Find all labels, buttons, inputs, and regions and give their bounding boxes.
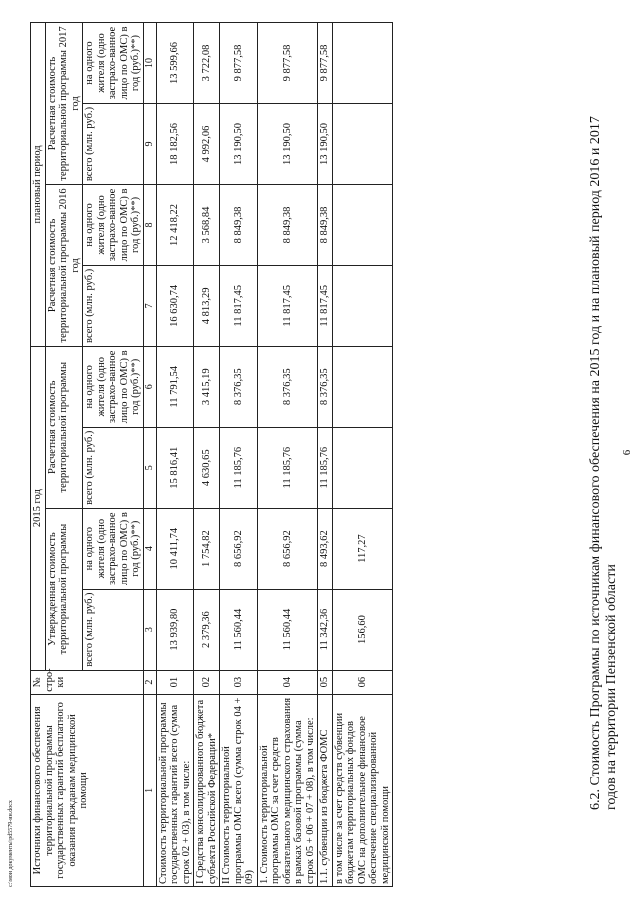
row-value: 8 849,38 <box>220 184 258 265</box>
row-value <box>332 184 393 265</box>
row-value: 13 190,50 <box>257 104 318 185</box>
row-value: 3 415,19 <box>194 346 220 427</box>
row-value: 4 992,06 <box>194 104 220 185</box>
row-value: 8 493,62 <box>318 508 333 589</box>
column-number: 1 <box>143 694 156 886</box>
header-calc-2017: Расчетная стоимость территориальной программы 2017 год <box>45 23 83 185</box>
row-value: 3 722,08 <box>194 23 220 104</box>
row-value: 11 817,45 <box>257 265 318 346</box>
row-number: 02 <box>194 670 220 694</box>
row-value: 11 185,76 <box>257 427 318 508</box>
file-path-footer: c:\мои документы\pd5579-ин.docx <box>8 800 14 887</box>
row-value: 8 376,35 <box>257 346 318 427</box>
column-number: 3 <box>143 589 156 670</box>
header-total: всего (млн. руб.) <box>83 427 144 508</box>
table-row <box>318 23 333 887</box>
row-label: I Средства консолидированного бюджета субъекта Российской Федерации* <box>194 694 220 886</box>
row-value: 8 656,92 <box>220 508 258 589</box>
row-value: 10 411,74 <box>156 508 194 589</box>
row-label: II Стоимость территориальной программы ОМС всего (сумма строк 04 + 09) <box>220 694 258 886</box>
table-row <box>257 23 318 887</box>
row-value: 1 754,82 <box>194 508 220 589</box>
row-value: 9 877,58 <box>318 23 333 104</box>
row-value: 16 630,74 <box>156 265 194 346</box>
row-number: 05 <box>318 670 333 694</box>
row-value: 11 817,45 <box>318 265 333 346</box>
header-calc: Расчетная стоимость территориальной программы <box>45 346 83 508</box>
header-total: всего (млн. руб.) <box>83 589 144 670</box>
row-value: 9 877,58 <box>220 23 258 104</box>
row-value: 8 849,38 <box>318 184 333 265</box>
row-value <box>332 427 393 508</box>
row-value: 11 185,76 <box>318 427 333 508</box>
row-value: 11 791,54 <box>156 346 194 427</box>
header-per-capita: на одного жителя (одно застрахо-ванное лицо по ОМС) в год (руб.)**) <box>83 23 144 104</box>
row-value: 11 560,44 <box>220 589 258 670</box>
row-value: 4 630,65 <box>194 427 220 508</box>
column-number: 2 <box>143 670 156 694</box>
row-value: 12 418,22 <box>156 184 194 265</box>
row-value: 13 599,66 <box>156 23 194 104</box>
header-per-capita: на одного жителя (одно застрахо-ванное лицо по ОМС) в год (руб.)**) <box>83 184 144 265</box>
table-row <box>156 23 194 887</box>
row-value: 13 939,80 <box>156 589 194 670</box>
table-row <box>332 23 393 887</box>
row-number: 01 <box>156 670 194 694</box>
row-number: 03 <box>220 670 258 694</box>
row-label: Стоимость территориальной программы государственных гарантий всего (сумма строк 02 + 03), в том числе: <box>156 694 194 886</box>
column-number: 4 <box>143 508 156 589</box>
row-value: 4 813,29 <box>194 265 220 346</box>
row-value: 3 568,84 <box>194 184 220 265</box>
row-label: 1. Стоимость территориальной программы ОМС за счет средств обязательного медицинского страхования в рамках базовой программы (сумма строк 05 + 06 + 07 + 08), в том числе: <box>257 694 318 886</box>
row-value: 11 185,76 <box>220 427 258 508</box>
column-number: 9 <box>143 104 156 185</box>
column-number: 6 <box>143 346 156 427</box>
header-calc-2016: Расчетная стоимость территориальной программы 2016 год <box>45 184 83 346</box>
row-value: 8 376,35 <box>318 346 333 427</box>
row-value: 11 342,36 <box>318 589 333 670</box>
row-number: 04 <box>257 670 318 694</box>
header-plan-period: плановый период <box>31 23 46 347</box>
table-row <box>220 23 258 887</box>
row-label: 1.1. субвенции из бюджета ФОМС <box>318 694 333 886</box>
row-label: в том числе за счет средств субвенции бюджетам территориальных фондов ОМС на дополнительное финансовое обеспечение специализированной медицинской помощи <box>332 694 393 886</box>
row-value <box>332 265 393 346</box>
column-number: 7 <box>143 265 156 346</box>
header-source: Источники финансового обеспечения территориальной программы государственных гарантий бесплатного оказания гражданам медицинской помощи <box>31 694 144 886</box>
column-number: 5 <box>143 427 156 508</box>
cost-table <box>30 22 393 887</box>
row-value: 8 656,92 <box>257 508 318 589</box>
row-value: 11 817,45 <box>220 265 258 346</box>
row-value: 117,27 <box>332 508 393 589</box>
row-value: 8 376,35 <box>220 346 258 427</box>
row-value: 15 816,41 <box>156 427 194 508</box>
row-value: 13 190,50 <box>220 104 258 185</box>
row-value: 2 379,36 <box>194 589 220 670</box>
row-value: 11 560,44 <box>257 589 318 670</box>
row-number: 06 <box>332 670 393 694</box>
row-value <box>332 346 393 427</box>
row-value: 13 190,50 <box>318 104 333 185</box>
header-approved: Утвержденная стоимость территориальной программы <box>45 508 83 670</box>
table-row <box>194 23 220 887</box>
row-value: 156,60 <box>332 589 393 670</box>
section-title: 6.2. Стоимость Программы по источникам финансового обеспечения на 2015 год и на плановый период 2016 и 2017 годов на территории Пензенской области <box>588 116 619 810</box>
row-value: 9 877,58 <box>257 23 318 104</box>
header-year-2015: 2015 год <box>31 346 46 670</box>
row-value <box>332 23 393 104</box>
column-number: 8 <box>143 184 156 265</box>
column-number: 10 <box>143 23 156 104</box>
header-row-no: № стро-ки <box>31 670 144 694</box>
header-total: всего (млн. руб.) <box>83 104 144 185</box>
row-value: 18 182,56 <box>156 104 194 185</box>
header-total: всего (млн. руб.) <box>83 265 144 346</box>
header-per-capita: на одного жителя (одно застрахо-ванное лицо по ОМС) в год (руб.)**) <box>83 346 144 427</box>
row-value: 8 849,38 <box>257 184 318 265</box>
page-number: 6 <box>621 449 633 456</box>
header-per-capita: на одного жителя (одно застрахо-ванное лицо по ОМС) в год (руб.)**) <box>83 508 144 589</box>
row-value <box>332 104 393 185</box>
column-number-row <box>143 23 156 887</box>
